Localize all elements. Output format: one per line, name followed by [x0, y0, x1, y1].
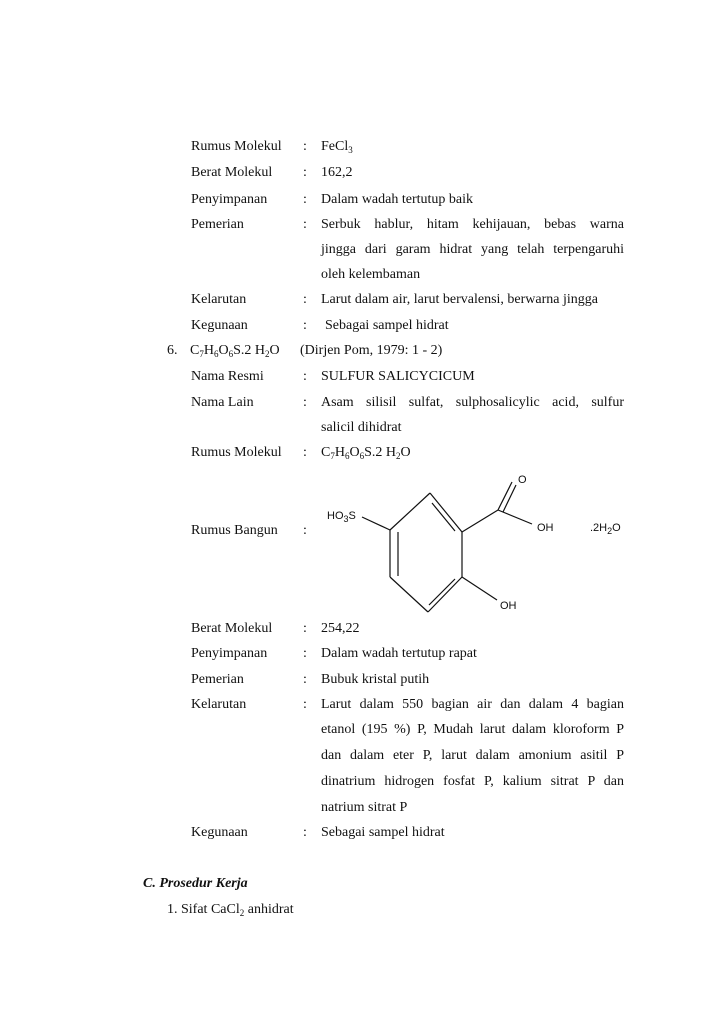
- procedure-item-1: 1. Sifat CaCl$_2$ anhidrat: [167, 902, 294, 918]
- item-number-6: 6.: [167, 343, 178, 358]
- value-nama-resmi: SULFUR SALICYCICUM: [321, 369, 475, 384]
- acid-oh-label: OH: [537, 522, 554, 534]
- value-nama-lain-line1: Asam silisil sulfat, sulphosalicylic acid, sulfur: [321, 395, 624, 410]
- colon: :: [303, 825, 307, 840]
- label-kelarutan-fecl3: Kelarutan: [191, 292, 247, 307]
- label-nama-resmi: Nama Resmi: [191, 369, 264, 384]
- value-pemerian-item6: Bubuk kristal putih: [321, 672, 430, 687]
- colon: :: [303, 139, 307, 154]
- value-kelarutan-item6-line3: dan dalam eter P, larut dalam amonium asitil P: [321, 748, 624, 763]
- value-kelarutan-item6-line1: Larut dalam 550 bagian air dan dalam 4 bagian: [321, 697, 624, 712]
- value-kelarutan-item6-line5: natrium sitrat P: [321, 800, 408, 815]
- so3h-bond: [362, 517, 390, 530]
- value-kegunaan-item6: Sebagai sampel hidrat: [321, 825, 445, 840]
- carbonyl-bond-2: [503, 485, 516, 512]
- value-nama-lain-line2: salicil dihidrat: [321, 420, 402, 435]
- ring-oh-label: OH: [500, 600, 517, 612]
- colon: :: [303, 395, 307, 410]
- section-heading-prosedur-kerja: C. Prosedur Kerja: [143, 876, 248, 891]
- colon: :: [303, 369, 307, 384]
- colon: :: [303, 318, 307, 333]
- label-kegunaan-item6: Kegunaan: [191, 825, 248, 840]
- item6-formula: $C_7H_6O_6S.2$ $H_2O$: [190, 343, 280, 359]
- value-kelarutan-item6-line2: etanol (195 %) P, Mudah larut dalam kloroform P: [321, 722, 624, 737]
- hydrate-label: $.2H_2O$: [590, 522, 621, 536]
- ring-oh-bond: [462, 577, 497, 600]
- colon: :: [303, 697, 307, 712]
- label-rumus-molekul-fecl3: Rumus Molekul: [191, 139, 282, 154]
- label-penyimpanan-fecl3: Penyimpanan: [191, 192, 268, 207]
- label-penyimpanan-item6: Penyimpanan: [191, 646, 268, 661]
- value-berat-molekul-item6: 254,22: [321, 621, 360, 636]
- label-pemerian-item6: Pemerian: [191, 672, 244, 687]
- value-pemerian-fecl3-line1: Serbuk hablur, hitam kehijauan, bebas warna: [321, 217, 624, 232]
- atom-o-label: O: [518, 474, 527, 486]
- label-kelarutan-item6: Kelarutan: [191, 697, 247, 712]
- item6-reference: (Dirjen Pom, 1979: 1 - 2): [300, 343, 443, 358]
- colon: :: [303, 292, 307, 307]
- value-rumus-molekul-item6: $C_7H_6O_6S.2$ $H_2O$: [321, 445, 411, 461]
- ring-bond-6: [390, 493, 430, 530]
- value-pemerian-fecl3-line3: oleh kelembaman: [321, 267, 421, 282]
- label-berat-molekul-item6: Berat Molekul: [191, 621, 273, 636]
- colon: :: [303, 646, 307, 661]
- label-berat-molekul-fecl3: Berat Molekul: [191, 165, 273, 180]
- colon: :: [303, 672, 307, 687]
- value-penyimpanan-fecl3: Dalam wadah tertutup baik: [321, 192, 474, 207]
- ring-bond-3: [428, 577, 462, 612]
- value-berat-molekul-fecl3: 162,2: [321, 165, 353, 180]
- label-kegunaan-fecl3: Kegunaan: [191, 318, 248, 333]
- carboxyl-bond: [462, 510, 498, 532]
- colon: :: [303, 192, 307, 207]
- carbonyl-bond-1: [498, 482, 512, 510]
- ho3s-label: $HO_3S$: [327, 510, 356, 524]
- value-kegunaan-fecl3: Sebagai sampel hidrat: [325, 318, 449, 333]
- value-kelarutan-item6-line4: dinatrium hidrogen fosfat P, kalium sitrat P dan: [321, 774, 624, 789]
- label-nama-lain: Nama Lain: [191, 395, 254, 410]
- value-penyimpanan-item6: Dalam wadah tertutup rapat: [321, 646, 477, 661]
- ring-bond-4: [390, 577, 428, 612]
- label-rumus-molekul-item6: Rumus Molekul: [191, 445, 282, 460]
- value-pemerian-fecl3-line2: jingga dari garam hidrat yang telah terpengaruhi: [321, 242, 624, 257]
- colon: :: [303, 217, 307, 232]
- label-pemerian-fecl3: Pemerian: [191, 217, 244, 232]
- ring-bond-1: [430, 493, 462, 532]
- label-rumus-bangun: Rumus Bangun: [191, 523, 278, 538]
- ring-double-bond-2: [429, 579, 455, 605]
- colon: :: [303, 523, 307, 538]
- colon: :: [303, 621, 307, 636]
- colon: :: [303, 165, 307, 180]
- acid-oh-bond: [498, 510, 532, 524]
- ring-double-bond-1: [432, 503, 455, 531]
- colon: :: [303, 445, 307, 460]
- value-kelarutan-fecl3: Larut dalam air, larut bervalensi, berwarna jingga: [321, 292, 598, 307]
- value-rumus-molekul-fecl3: FeCl$_3$: [321, 139, 353, 155]
